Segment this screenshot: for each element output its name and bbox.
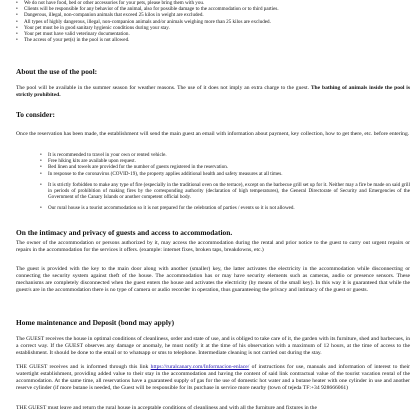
list-item: • We do not have food, bed or other accessories for your pets, please bring them with you. — [16, 0, 410, 6]
list-item: • Free hiking kits are available upon request. — [40, 158, 410, 164]
consider-intro: Once the reservation has been made, the establishment will send the main guest an email with information about payment, key collection, how to get there, etc. before entering. — [16, 131, 410, 137]
pet-rules-list — [16, 0, 410, 43]
list-item: • It is strictly forbidden to make any type of fire (especially in the traditional oven on the terrace), except on the barbecue grill set up for it. Neither may a fire be made on said grill in periods of prohibition of making fires by the corresponding authority (declaration of high temperatures), the General Directorate of Security and Emergencies of the Government of the Canary Islands or another competent official body. — [40, 182, 410, 201]
rules-list — [40, 182, 410, 211]
list-item: • Clients will be responsible for any behavior of the animal, also for possible damage to the accommodation or to third parties. — [16, 6, 410, 12]
intimacy-heading: On the intimacy and privacy of guests and access to accommodation. — [16, 228, 233, 237]
maintenance-heading: Home maintenance and Deposit (bond may apply) — [16, 318, 175, 327]
consider-heading: To consider: — [16, 110, 55, 119]
list-item: • The access of your pet(s) in the pool is not allowed. — [16, 37, 410, 43]
list-item: • Our rural house is a tourist accommodation so it is not prepared for the celebration of parties / events so it is not allowed. — [40, 205, 410, 211]
list-item: • Your pet must be in good sanitary hygienic conditions during your stay. — [16, 25, 410, 31]
maintenance-paragraph-3: THE GUEST must leave and return the rural house in acceptable conditions of cleanliness and with all the furniture and fixtures in the — [16, 405, 317, 411]
list-item: • Your pet must have valid veterinary documentation. — [16, 31, 410, 37]
list-item: • Bed linen and towels are provided for the number of guests registered in the reservation. — [40, 164, 410, 170]
list-item: • In response to the coronavirus (COVID-19), the property applies additional health and safety measures at all times. — [40, 171, 410, 177]
list-item: • All types of highly dangerous, illegal, non-companion animals and/or animals weighing more than 25 kilos are excluded. — [16, 19, 410, 25]
tips-list — [40, 152, 410, 177]
pool-bold-text: The bathing of animals inside the pool is strictly prohibited. — [16, 85, 410, 98]
maintenance-paragraph-1: The GUEST receives the house in optimal conditions of cleanliness, order and state of use, and is obliged to take care of it, the garden with its furniture, shed and barbecues, in a correct way. If the GUEST observes any damage or anomaly, he must notify it at the time of his observation with a maximum of 12 hours, at the time of access to the establishment. It should be done to the email or to whatsapp or sms to telephone. Intermediate cleaning is not carried out during the stay. — [16, 336, 410, 356]
info-link[interactable]: https://ruralcanary.com/Informacion-enlace/ — [150, 364, 250, 370]
list-item: • Dangerous, illegal, non-companion animals that exceed 25 kilos in weight are excluded. — [16, 12, 410, 18]
pool-paragraph — [16, 85, 410, 99]
list-item: • It is recommended to travel in your own or rented vehicle. — [40, 152, 410, 158]
maintenance-text-before-link: THE GUEST receives and is informed through this link — [16, 364, 149, 370]
pool-text: The pool will be available in the summer season for weather reasons. The use of it does not imply an extra charge to the guest. — [16, 85, 309, 91]
intimacy-paragraph-1: The owner of the accommodation or persons authorized by it, may access the accommodation during the rental and prior notice to the guest to carry out urgent repairs or repairs in the accommodation for the services it offers. (example: internet fixes, broken taps, breakdowns, etc.) — [16, 240, 410, 253]
pool-heading: About the use of the pool: — [16, 67, 98, 76]
maintenance-text-after-link: of instructions for use, manuals and information of interest to their watertight establishment, providing added value to their stay in the accommodation and having the content of said link contractual value of the tourist vacation rental of the accommodation. At the same time, all reservations have a guaranteed supply of gas for the use of domestic hot water and a butane heater with one cylinder in use and another reserve cylinder (if more butane is needed, the Guest will be responsible for its purchase in service more nearby (town of tejeda TF:+34 928666061) — [16, 364, 410, 391]
maintenance-paragraph-2 — [16, 364, 410, 392]
intimacy-paragraph-2: The guest is provided with the key to the main door along with another (smaller) key, the latter activates the electricity in the accommodation while disconnecting or connecting the security system against theft of the house. The accommodation has or may have security elements such as cameras, audio or presence sensors. These mechanisms are completely disconnected when the guest enters the house and activates the electricity (by means of the small key). In this way it is guaranteed that while the guest/s are in the accommodation there is no type of camera or audio recorder in operation, thus guaranteeing the privacy and intimacy of the guest or guests. — [16, 266, 410, 293]
